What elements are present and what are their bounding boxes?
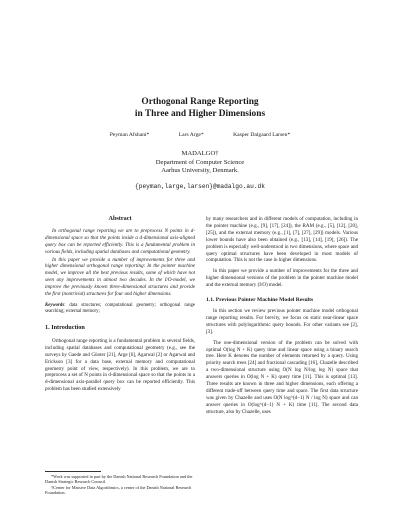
paper-title: [0, 97, 400, 120]
footnote-rule: [45, 471, 101, 472]
footnote-1: *Work was supported in part by the Danish National Research Foundation and the Danish Strategic Research Council.: [45, 474, 193, 485]
right-paragraph-3: In this section we review previous pointer machine model orthogonal range reporting results. For brevity, we focus on static near-linear space structures with polylogarithmic query bounds. For other variants see [2], [3].: [206, 308, 358, 336]
footnote-2: †Center for Massive Data Algorithmics, a center of the Danish National Research Foundation.: [45, 484, 192, 495]
footnotes: [45, 474, 195, 495]
right-paragraph-2: In this paper we provide a number of improvements for the three and higher dimensional versions of the problem in the pointer machine model and the external memory (I/O) model.: [206, 267, 358, 288]
intro-paragraph-1: Orthogonal range reporting is a fundamental problem in several fields, including spatial databases and computational geometry (e.g., see the surveys by Gaede and Günter [21], Arge [6], Agarwal [2] or Agarwal and Erickson [3] for a data base, external memory and computational geometry point of view, respectively). In this problem, we are to preprocess a set of N points in d-dimensional space so that the points in a d-dimensional axis-parallel query box can be reported efficiently. This problem has been studied extensively: [45, 337, 195, 393]
abstract-paragraph-1: In orthogonal range reporting we are to preprocess N points in d-dimensional space so that the points inside a d-dimensional axis-aligned query box can be reported efficiently. This is a fundamental problem in various fields, including spatial databases and computational geometry.: [45, 227, 195, 255]
affiliation: [0, 150, 400, 176]
affiliation-line-3: Aarhus University, Denmark.: [161, 167, 239, 175]
right-column: [206, 216, 358, 416]
affiliation-line-2: Department of Computer Science: [155, 158, 245, 166]
right-paragraph-1: by many researchers and in different models of computation, including in the pointer machine (e.g., [9], [17], [24]), the RAM (e.g., [5], [12], [20], [25]), and the external memory (e.g., [1], [7], [27], [29]) models. Various lower bounds have also been obtained (e.g., [13], [14], [19], [26]). The problem is especially well-understood in two dimensions, where space and query optimal structures have been developed in most models of computation. This is not the case in higher dimensions.: [206, 216, 358, 264]
right-paragraph-4: The one-dimensional version of the problem can be solved with optimal O(log N + K) query time and linear space using a binary search tree. Here K denotes the number of elements returned by a query. Using priority search trees [24] and fractional cascading [16], Chazelle described a two-dimensional structure using O(N log N/log log N) space that answers queries in O(log N + K) query time [11]. This is optimal [13]. Three results are known in three and higher dimensions, each offering a different trade-off between query time and space. The first data structure was given by Chazelle and uses O(N log^(d−1) N / log N) space and can answer queries in O(log^(d−1) N + K) time [11]. The second data structure, also by Chazelle, uses: [206, 339, 358, 415]
left-column: [45, 216, 195, 393]
section-heading-introduction: 1. Introduction: [45, 323, 85, 331]
keywords-text: data structures; computational geometry; orthogonal range searching; external memory;: [45, 302, 195, 315]
affiliation-line-1: MADALGO†: [181, 150, 219, 157]
author-1: Peyman Afshani*: [109, 132, 150, 138]
author-2: Lars Arge*: [178, 132, 204, 138]
subsection-heading-previous-results: 1.1. Previous Pointer Machine Model Results: [206, 296, 314, 303]
author-list: [0, 132, 400, 139]
title-line-2: in Three and Higher Dimensions: [134, 108, 266, 119]
abstract-heading: Abstract: [108, 215, 132, 222]
keywords: Keywords: data structures; computational geometry; orthogonal range searching; external memory;: [45, 302, 195, 315]
abstract-body: [45, 228, 195, 298]
abstract-paragraph-2: In this paper we provide a number of improvements for three and higher dimensional orthogonal range reporting: In the pointer machine model, we improve all the best previous results, some of which have not seen any improvements in almost two decades. In the I/O-model, we improve the previously known three-dimensional structures and provide the first (nontrivial) structures for four and higher dimensions.: [45, 256, 195, 298]
title-line-1: Orthogonal Range Reporting: [141, 97, 259, 107]
keywords-label: Keywords: [45, 302, 65, 308]
author-email: {peyman,large,larsen}@madalgo.au.dk: [135, 183, 265, 190]
author-3: Kasper Dalgaard Larsen*: [233, 132, 291, 138]
